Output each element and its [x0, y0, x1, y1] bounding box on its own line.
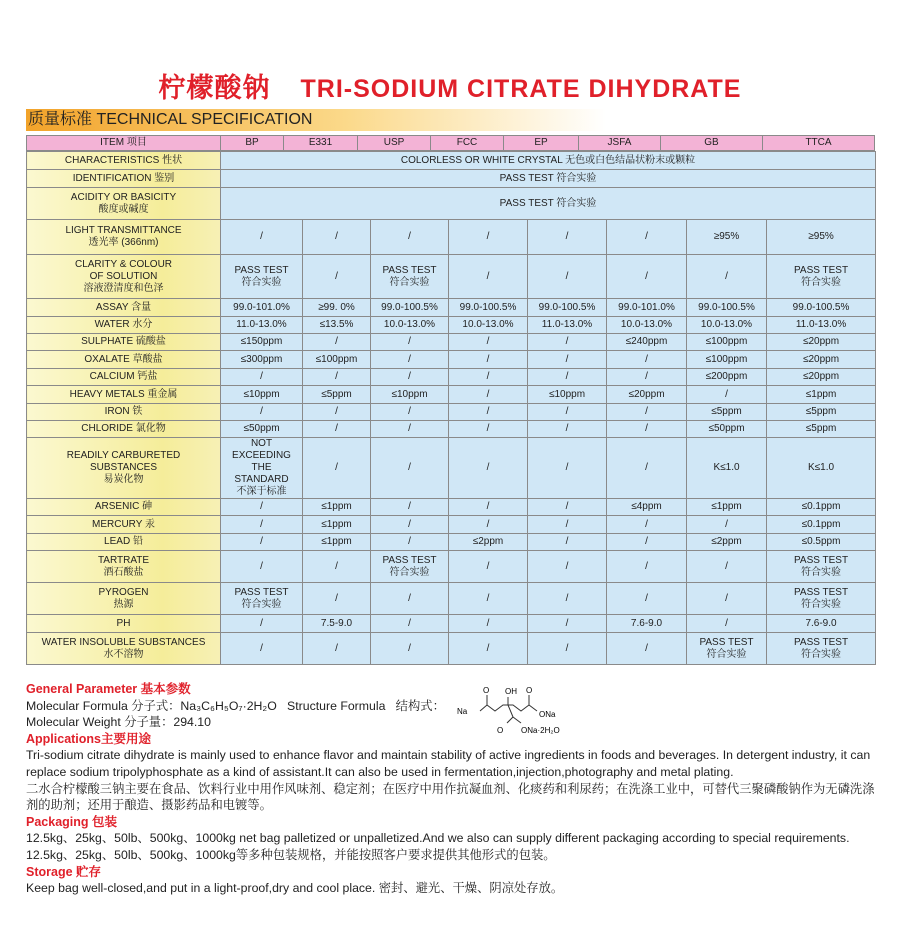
spec-value: / — [607, 421, 687, 438]
table-header — [26, 135, 875, 151]
spec-value: ≤50ppm — [687, 421, 767, 438]
spec-value: 7.6-9.0 — [607, 615, 687, 633]
spec-value: ≤0.5ppm — [767, 534, 876, 551]
row-label-line: OF SOLUTION — [89, 270, 158, 282]
spec-heading: 质量标准 TECHNICAL SPECIFICATION — [26, 109, 606, 131]
spec-value: PASS TEST 符合实验 — [767, 551, 876, 583]
row-label-line: 热源 — [113, 598, 134, 610]
row-label-line: 透光率 (366nm) — [88, 237, 159, 248]
table-row — [27, 255, 876, 299]
table-row — [27, 551, 876, 583]
spec-value: ≤10ppm — [528, 386, 607, 404]
spec-value: PASS TEST 符合实验 — [767, 633, 876, 665]
spec-value: / — [449, 404, 528, 421]
spec-value: ≤100ppm — [687, 351, 767, 369]
row-label — [27, 499, 221, 516]
table-row — [27, 421, 876, 438]
row-label — [27, 299, 221, 317]
spec-value: / — [371, 369, 449, 386]
spec-value: / — [371, 516, 449, 534]
row-label-line: ASSAY 含量 — [95, 301, 152, 313]
struct-o: O — [483, 686, 490, 695]
table-row — [27, 499, 876, 516]
row-label-line: ARSENIC 砷 — [94, 501, 153, 512]
row-label-line: SUBSTANCES — [89, 462, 158, 473]
table-row — [27, 386, 876, 404]
table-row — [27, 615, 876, 633]
row-label — [27, 351, 221, 369]
spec-value: / — [303, 633, 371, 665]
spec-value: / — [371, 421, 449, 438]
spec-value: PASS TEST 符合实验 — [371, 255, 449, 299]
spec-value: PASS TEST 符合实验 — [371, 551, 449, 583]
spec-value: 99.0-100.5% — [449, 299, 528, 317]
table-row — [27, 220, 876, 255]
spec-value: / — [221, 499, 303, 516]
packaging-heading: Packaging 包装 — [26, 814, 117, 829]
structure-formula — [455, 683, 605, 743]
table-row — [27, 534, 876, 551]
spec-value: / — [221, 369, 303, 386]
table-row — [27, 351, 876, 369]
spec-value: ≤240ppm — [607, 334, 687, 351]
spec-value: / — [607, 220, 687, 255]
spec-value: / — [449, 334, 528, 351]
spec-value: 11.0-13.0% — [221, 317, 303, 334]
spec-value: ≤200ppm — [687, 369, 767, 386]
table-row — [27, 317, 876, 334]
spec-value: / — [449, 633, 528, 665]
spec-value: 99.0-100.5% — [687, 299, 767, 317]
spec-value: 99.0-100.5% — [371, 299, 449, 317]
spec-value: ≤2ppm — [449, 534, 528, 551]
row-label — [27, 534, 221, 551]
spec-value: / — [371, 334, 449, 351]
spec-value: / — [687, 583, 767, 615]
spec-value: ≤20ppm — [767, 369, 876, 386]
struct-ona: ONa — [539, 710, 556, 719]
molecular-formula: Molecular Formula 分子式：Na₃C₆H₅O₇·2H₂O Structure Formula 结构式： — [26, 698, 445, 713]
title-cn: 柠檬酸钠 — [158, 73, 271, 103]
struct-oh: OH — [505, 687, 517, 696]
spec-value: / — [687, 516, 767, 534]
row-label-line: LIGHT TRANSMITTANCE — [65, 225, 182, 236]
spec-value: / — [303, 255, 371, 299]
table-row — [27, 188, 876, 220]
column-header: JSFA — [578, 135, 660, 151]
spec-value: / — [687, 551, 767, 583]
spec-value: PASS TEST 符合实验 — [767, 583, 876, 615]
spec-value: / — [449, 421, 528, 438]
spec-value: / — [607, 534, 687, 551]
spec-value: / — [528, 255, 607, 299]
spec-value: 99.0-100.5% — [767, 299, 876, 317]
spec-value: / — [371, 534, 449, 551]
spec-value: 10.0-13.0% — [687, 317, 767, 334]
spec-value: / — [607, 351, 687, 369]
struct-o: O — [526, 686, 533, 695]
spec-value: / — [528, 499, 607, 516]
spec-value: / — [371, 220, 449, 255]
spec-value: / — [371, 351, 449, 369]
packaging-en: 12.5kg、25kg、50lb、500kg、1000kg net bag palletized or unpalletized.And we also can supply different packaging according to special requirements. — [26, 831, 850, 846]
row-label — [27, 404, 221, 421]
spec-value: K≤1.0 — [767, 438, 876, 499]
storage-heading: Storage 贮存 — [26, 864, 102, 879]
spec-value: / — [607, 438, 687, 499]
spec-value: / — [303, 220, 371, 255]
spec-value: / — [221, 516, 303, 534]
spec-value: / — [221, 633, 303, 665]
spec-value: ≤13.5% — [303, 317, 371, 334]
row-label — [27, 152, 221, 170]
spec-value: PASS TEST 符合实验 — [221, 188, 876, 220]
applications-heading: Applications主要用途 — [26, 731, 152, 746]
row-label-line: PH — [116, 617, 131, 629]
spec-value: ≤5ppm — [687, 404, 767, 421]
spec-value: ≥95% — [687, 220, 767, 255]
spec-value: / — [449, 615, 528, 633]
row-label — [27, 369, 221, 386]
spec-value: / — [303, 404, 371, 421]
spec-value: ≤10ppm — [371, 386, 449, 404]
spec-value: 99.0-100.5% — [528, 299, 607, 317]
spec-value: / — [528, 220, 607, 255]
row-label — [27, 421, 221, 438]
spec-value: ≤2ppm — [687, 534, 767, 551]
spec-value: ≤1ppm — [303, 534, 371, 551]
spec-value: / — [528, 438, 607, 499]
spec-value: / — [528, 583, 607, 615]
spec-value: ≤10ppm — [221, 386, 303, 404]
column-header: EP — [503, 135, 578, 151]
row-label-line: MERCURY 汞 — [92, 518, 155, 530]
spec-value: / — [221, 615, 303, 633]
spec-value: ≤5ppm — [303, 386, 371, 404]
spec-value: ≤0.1ppm — [767, 516, 876, 534]
spec-value: ≤20ppm — [767, 334, 876, 351]
spec-value: / — [371, 583, 449, 615]
spec-value: / — [449, 386, 528, 404]
spec-value: / — [449, 255, 528, 299]
row-label-line: 水不溶物 — [103, 648, 144, 660]
spec-value: ≤20ppm — [607, 386, 687, 404]
spec-value: / — [528, 369, 607, 386]
table-row — [27, 369, 876, 386]
table-row — [27, 170, 876, 188]
column-header: GB — [660, 135, 762, 151]
page-title — [0, 66, 900, 105]
table-row — [27, 299, 876, 317]
spec-value: / — [607, 255, 687, 299]
row-label — [27, 583, 221, 615]
spec-value: / — [221, 551, 303, 583]
spec-value: ≤5ppm — [767, 404, 876, 421]
row-label-line: CHARACTERISTICS 性状 — [64, 154, 183, 166]
table-row — [27, 152, 876, 170]
spec-value: ≤0.1ppm — [767, 499, 876, 516]
row-label-line: SULPHATE 硫酸盐 — [81, 336, 166, 347]
spec-value: ≤100ppm — [303, 351, 371, 369]
column-header: ITEM 项目 — [26, 135, 220, 151]
spec-value: / — [528, 351, 607, 369]
applications-en: Tri-sodium citrate dihydrate is mainly used to enhance flavor and maintain stability of active ingredients in foods and beverages. In detergent industry, it can replace sodium tripolyphosphate as a kind of assistant.It can also be used in fermentation,injection,photography and metal plating. — [26, 748, 871, 779]
spec-value: / — [449, 351, 528, 369]
column-header: TTCA — [762, 135, 875, 151]
spec-value: 99.0-101.0% — [607, 299, 687, 317]
spec-value: / — [528, 633, 607, 665]
row-label-line: LEAD 铅 — [104, 536, 143, 547]
row-label — [27, 386, 221, 404]
spec-value: ≤100ppm — [687, 334, 767, 351]
row-label — [27, 255, 221, 299]
spec-value: NOT EXCEEDING THE STANDARD 不深于标准 — [221, 438, 303, 499]
spec-value: / — [449, 516, 528, 534]
spec-value: / — [528, 534, 607, 551]
spec-value: / — [528, 615, 607, 633]
spec-value: / — [221, 220, 303, 255]
table-row — [27, 583, 876, 615]
spec-value: / — [607, 633, 687, 665]
spec-value: COLORLESS OR WHITE CRYSTAL 无色或白色结晶状粉末或颗粒 — [221, 152, 876, 170]
spec-table — [26, 151, 876, 665]
spec-value: PASS TEST 符合实验 — [687, 633, 767, 665]
spec-value: / — [449, 438, 528, 499]
spec-value: / — [528, 551, 607, 583]
spec-value: / — [607, 404, 687, 421]
row-label-line: IRON 铁 — [104, 406, 143, 417]
spec-value: / — [449, 583, 528, 615]
struct-na: Na — [457, 707, 468, 716]
spec-value: / — [371, 499, 449, 516]
spec-value: ≤50ppm — [221, 421, 303, 438]
title-en: TRI-SODIUM CITRATE DIHYDRATE — [300, 75, 742, 103]
struct-ona-h2o: ONa·2H₂O — [521, 726, 560, 735]
spec-value: ≤1ppm — [767, 386, 876, 404]
spec-value: ≥95% — [767, 220, 876, 255]
spec-value: 11.0-13.0% — [767, 317, 876, 334]
spec-value: ≤20ppm — [767, 351, 876, 369]
spec-value: / — [371, 438, 449, 499]
spec-value: / — [607, 516, 687, 534]
row-label — [27, 334, 221, 351]
spec-value: PASS TEST 符合实验 — [767, 255, 876, 299]
row-label-line: 易炭化物 — [103, 474, 144, 485]
table-row — [27, 633, 876, 665]
spec-value: / — [303, 421, 371, 438]
spec-value: / — [607, 369, 687, 386]
spec-value: ≤5ppm — [767, 421, 876, 438]
spec-value: / — [303, 583, 371, 615]
spec-value: / — [449, 499, 528, 516]
spec-value: / — [449, 369, 528, 386]
spec-value: ≤4ppm — [607, 499, 687, 516]
spec-value: / — [687, 386, 767, 404]
spec-value: / — [607, 583, 687, 615]
row-label-line: 溶液澄清度和色泽 — [83, 282, 164, 294]
spec-value: / — [528, 516, 607, 534]
row-label-line: CHLORIDE 氯化物 — [81, 423, 166, 434]
spec-value: ≤1ppm — [303, 516, 371, 534]
molecular-weight: Molecular Weight 分子量：294.10 — [26, 715, 211, 730]
row-label — [27, 633, 221, 665]
spec-value: / — [303, 438, 371, 499]
spec-value: ≥99. 0% — [303, 299, 371, 317]
spec-value: 10.0-13.0% — [371, 317, 449, 334]
spec-value: 99.0-101.0% — [221, 299, 303, 317]
row-label-line: WATER 水分 — [94, 319, 153, 330]
spec-value: / — [303, 334, 371, 351]
spec-value: 7.5-9.0 — [303, 615, 371, 633]
general-heading: General Parameter 基本参数 — [26, 682, 191, 696]
spec-value: PASS TEST 符合实验 — [221, 255, 303, 299]
spec-value: ≤300ppm — [221, 351, 303, 369]
spec-value: / — [449, 220, 528, 255]
column-header: FCC — [430, 135, 503, 151]
spec-value: 10.0-13.0% — [449, 317, 528, 334]
spec-value: / — [303, 551, 371, 583]
column-header: BP — [220, 135, 283, 151]
spec-value: PASS TEST 符合实验 — [221, 583, 303, 615]
spec-value: / — [449, 551, 528, 583]
spec-value: K≤1.0 — [687, 438, 767, 499]
row-label — [27, 220, 221, 255]
row-label — [27, 615, 221, 633]
spec-value: / — [607, 551, 687, 583]
struct-o: O — [497, 726, 504, 735]
table-row — [27, 404, 876, 421]
row-label-line: PYROGEN — [98, 586, 149, 598]
row-label — [27, 170, 221, 188]
spec-value: / — [528, 404, 607, 421]
spec-value: PASS TEST 符合实验 — [221, 170, 876, 188]
row-label-line: 酸度或碱度 — [98, 203, 149, 215]
row-label-line: HEAVY METALS 重金属 — [69, 388, 178, 400]
row-label-line: OXALATE 草酸盐 — [84, 353, 163, 365]
spec-value: / — [687, 615, 767, 633]
spec-value: / — [687, 255, 767, 299]
spec-value: 11.0-13.0% — [528, 317, 607, 334]
table-row — [27, 516, 876, 534]
spec-value: ≤1ppm — [687, 499, 767, 516]
spec-value: 7.6-9.0 — [767, 615, 876, 633]
spec-value: / — [371, 615, 449, 633]
row-label — [27, 516, 221, 534]
spec-value: / — [221, 404, 303, 421]
row-label-line: CLARITY & COLOUR — [74, 258, 173, 270]
spec-value: / — [528, 421, 607, 438]
spec-value: 10.0-13.0% — [607, 317, 687, 334]
column-header: E331 — [283, 135, 357, 151]
spec-value: / — [221, 534, 303, 551]
row-label — [27, 188, 221, 220]
spec-value: ≤1ppm — [303, 499, 371, 516]
row-label-line: READILY CARBURETED — [66, 450, 181, 461]
spec-value: ≤150ppm — [221, 334, 303, 351]
spec-value: / — [371, 633, 449, 665]
row-label — [27, 438, 221, 499]
row-label-line: IDENTIFICATION 鉴别 — [72, 172, 175, 184]
spec-value: / — [528, 334, 607, 351]
packaging-cn: 12.5kg、25kg、50lb、500kg、1000kg等多种包装规格，并能按照客户要求提供其他形式的包装。 — [26, 847, 556, 862]
row-label — [27, 317, 221, 334]
row-label — [27, 551, 221, 583]
column-header: USP — [357, 135, 430, 151]
row-label-line: TARTRATE — [97, 554, 150, 566]
table-row — [27, 438, 876, 499]
spec-value: / — [303, 369, 371, 386]
applications-cn: 二水合柠檬酸三钠主要在食品、饮料行业中用作风味剂、稳定剂；在医疗中用作抗凝血剂、化痰药和利尿药；在洗涤工业中，可替代三聚磷酸钠作为无磷洗涤剂的助剂；还用于酿造、摄影药品和电镀等。 — [26, 781, 875, 813]
row-label-line: WATER INSOLUBLE SUBSTANCES — [41, 636, 206, 648]
row-label-line: 酒石酸盐 — [103, 566, 144, 578]
row-label-line: CALCIUM 钙盐 — [89, 371, 158, 382]
table-row — [27, 334, 876, 351]
spec-value: / — [371, 404, 449, 421]
storage-text: Keep bag well-closed,and put in a light-proof,dry and cool place. 密封、避光、干燥、阴凉处存放。 — [26, 881, 564, 896]
row-label-line: ACIDITY OR BASICITY — [70, 191, 177, 203]
